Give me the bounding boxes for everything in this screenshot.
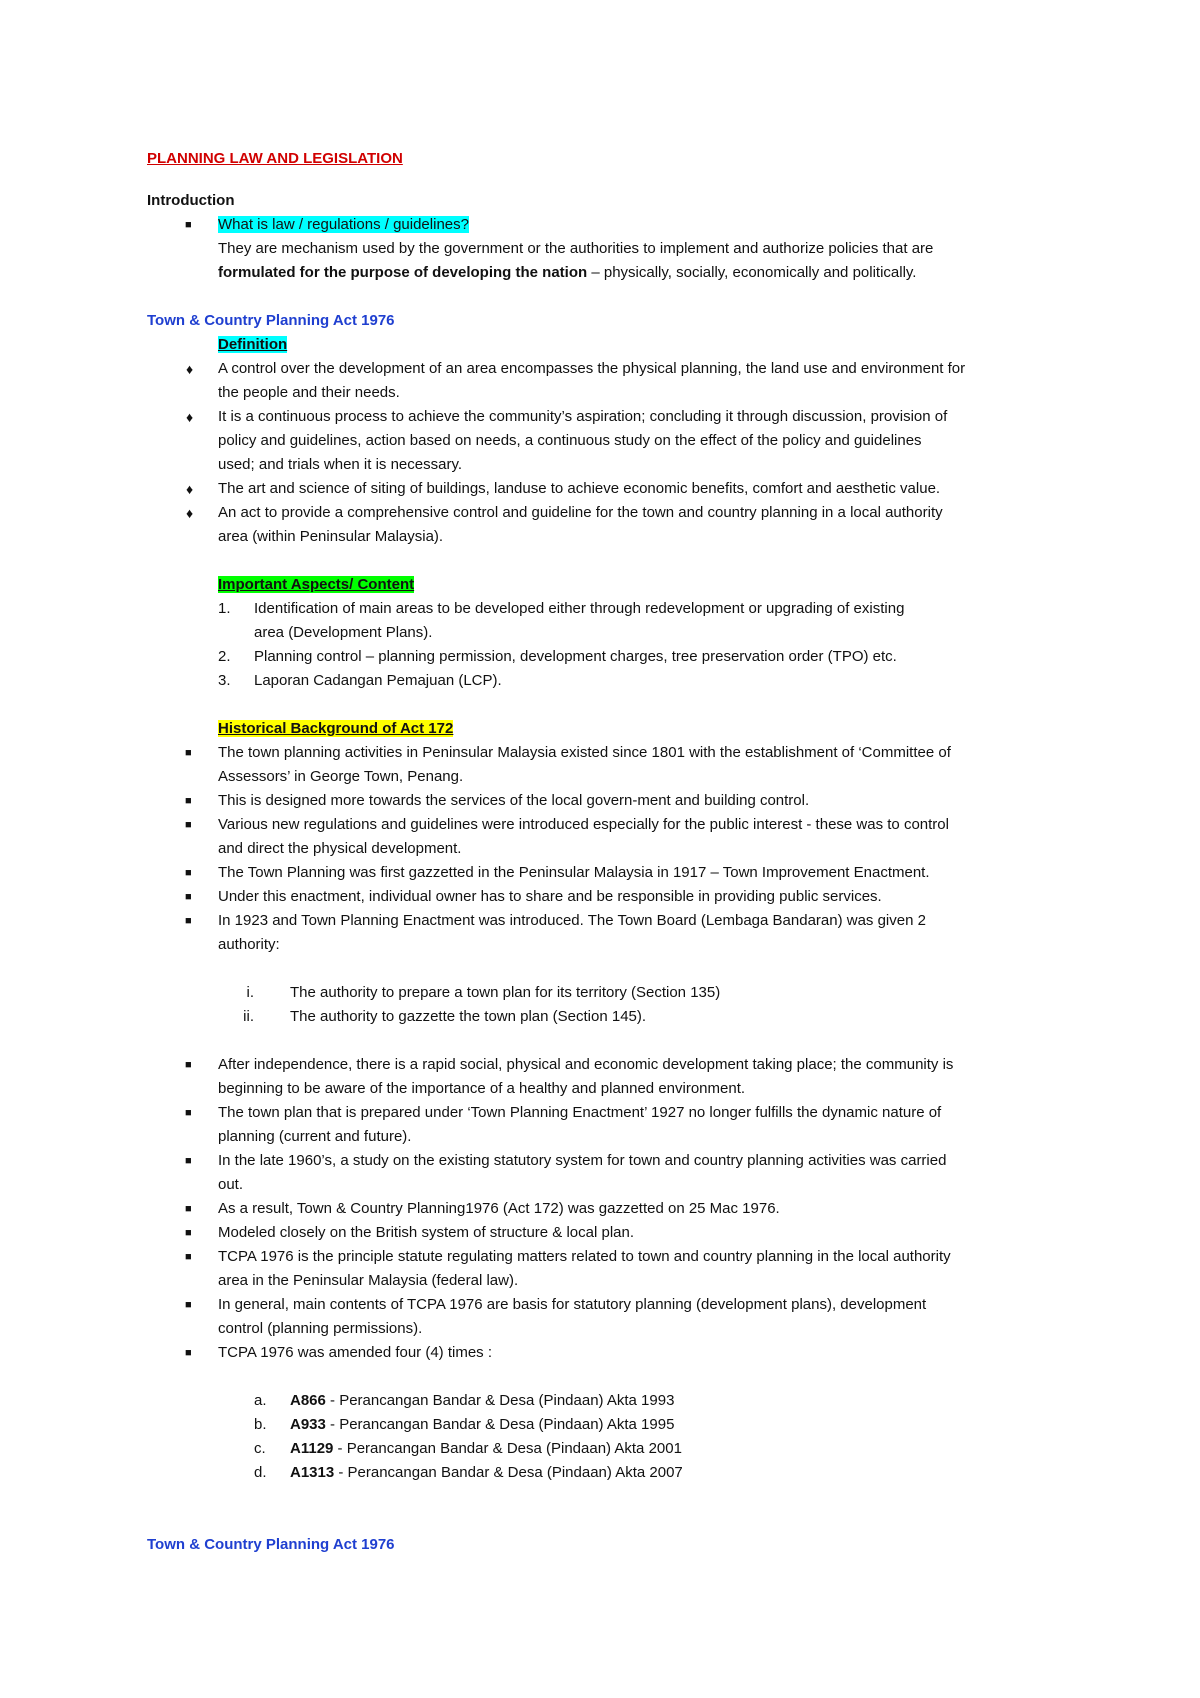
roman-number: i. bbox=[246, 984, 254, 1001]
history-item-line: In 1923 and Town Planning Enactment was introduced. The Town Board (Lembaga Bandaran) was given 2 bbox=[218, 912, 926, 929]
definition-item-line: An act to provide a comprehensive control and guideline for the town and country planning in a local authority bbox=[218, 504, 943, 521]
history-item-line: Modeled closely on the British system of structure & local plan. bbox=[218, 1224, 635, 1241]
history-item-line: This is designed more towards the services of the local govern-ment and building control. bbox=[218, 792, 810, 809]
bullet-square-icon: ■ bbox=[185, 867, 192, 879]
history-item-line: The Town Planning was first gazzetted in the Peninsular Malaysia in 1917 – Town Improvement Enactment. bbox=[218, 864, 930, 881]
history-item-line: Assessors’ in George Town, Penang. bbox=[218, 768, 464, 785]
bullet-square-icon: ■ bbox=[185, 819, 192, 831]
intro-question bbox=[218, 213, 469, 237]
history-item-line: Under this enactment, individual owner has to share and be responsible in providing public services. bbox=[218, 888, 882, 905]
amendment-text: - Perancangan Bandar & Desa (Pindaan) Akta 2007 bbox=[334, 1464, 683, 1481]
bullet-square-icon: ■ bbox=[185, 1203, 192, 1215]
bullet-square-icon: ■ bbox=[185, 1347, 192, 1359]
bullet-square-icon: ■ bbox=[185, 1227, 192, 1239]
definition-item-line: policy and guidelines, action based on needs, a continuous study on the effect of the policy and guidelines bbox=[218, 432, 922, 449]
amendment-letter: a. bbox=[254, 1392, 267, 1409]
aspect-number: 2. bbox=[218, 648, 231, 665]
aspects-heading-text: Important Aspects/ Content bbox=[218, 576, 415, 593]
bullet-square-icon: ■ bbox=[185, 1155, 192, 1167]
amendment-letter: b. bbox=[254, 1416, 267, 1433]
history-heading bbox=[218, 717, 453, 741]
bullet-diamond-icon: ♦ bbox=[186, 361, 194, 377]
bullet-square-icon: ■ bbox=[185, 1299, 192, 1311]
history-item-line: The town planning activities in Peninsular Malaysia existed since 1801 with the establishment of ‘Committee of bbox=[218, 744, 951, 761]
aspect-item-line: area (Development Plans). bbox=[254, 624, 433, 641]
definition-item-line: It is a continuous process to achieve the community’s aspiration; concluding it through discussion, provision of bbox=[218, 408, 948, 425]
bullet-diamond-icon: ♦ bbox=[186, 481, 194, 497]
history-item-line: As a result, Town & Country Planning1976 (Act 172) was gazzetted on 25 Mac 1976. bbox=[218, 1200, 780, 1217]
history-item-line: and direct the physical development. bbox=[218, 840, 462, 857]
definition-item-line: A control over the development of an area encompasses the physical planning, the land use and environment for bbox=[218, 360, 966, 377]
history-item-line: beginning to be aware of the importance of a healthy and planned environment. bbox=[218, 1080, 746, 1097]
aspect-item-line: Planning control – planning permission, development charges, tree preservation order (TPO) etc. bbox=[254, 648, 897, 665]
bullet-square-icon: ■ bbox=[185, 219, 192, 231]
definition-heading bbox=[218, 333, 287, 357]
amendment-text: - Perancangan Bandar & Desa (Pindaan) Akta 1995 bbox=[325, 1416, 675, 1433]
aspect-item-line: Identification of main areas to be developed either through redevelopment or upgrading of existing bbox=[254, 600, 905, 617]
aspect-item-line: Laporan Cadangan Pemajuan (LCP). bbox=[254, 672, 502, 689]
amendment-code: A1129 bbox=[290, 1440, 334, 1457]
bullet-square-icon: ■ bbox=[185, 795, 192, 807]
bullet-square-icon: ■ bbox=[185, 1059, 192, 1071]
amendment-item bbox=[290, 1437, 682, 1461]
definition-item-line: used; and trials when it is necessary. bbox=[218, 456, 463, 473]
tcpa-heading: Town & Country Planning Act 1976 bbox=[147, 312, 395, 329]
amendment-item bbox=[290, 1413, 674, 1437]
bullet-square-icon: ■ bbox=[185, 915, 192, 927]
history-item-line: area in the Peninsular Malaysia (federal law). bbox=[218, 1272, 519, 1289]
intro-answer-rest: – physically, socially, economically and politically. bbox=[587, 264, 917, 281]
amendment-code: A933 bbox=[290, 1416, 326, 1433]
roman-item-text: The authority to gazzette the town plan (Section 145). bbox=[290, 1008, 647, 1025]
intro-question-text: What is law / regulations / guidelines? bbox=[218, 216, 469, 233]
intro-answer-line: They are mechanism used by the government or the authorities to implement and authorize policies that are bbox=[218, 240, 934, 257]
intro-answer-bold: formulated for the purpose of developing the nation bbox=[218, 264, 588, 281]
history-item-line: TCPA 1976 was amended four (4) times : bbox=[218, 1344, 493, 1361]
bullet-square-icon: ■ bbox=[185, 891, 192, 903]
history-item-line: Various new regulations and guidelines were introduced especially for the public interest - these was to control bbox=[218, 816, 949, 833]
aspects-heading bbox=[218, 573, 414, 597]
amendment-code: A866 bbox=[290, 1392, 326, 1409]
amendment-item bbox=[290, 1389, 674, 1413]
roman-number: ii. bbox=[243, 1008, 254, 1025]
bullet-square-icon: ■ bbox=[185, 1107, 192, 1119]
bullet-square-icon: ■ bbox=[185, 1251, 192, 1263]
aspect-number: 3. bbox=[218, 672, 231, 689]
definition-item-line: The art and science of siting of buildings, landuse to achieve economic benefits, comfort and aesthetic value. bbox=[218, 480, 941, 497]
history-item-line: control (planning permissions). bbox=[218, 1320, 423, 1337]
amendment-item bbox=[290, 1461, 683, 1485]
definition-item-line: the people and their needs. bbox=[218, 384, 400, 401]
amendment-text: - Perancangan Bandar & Desa (Pindaan) Akta 2001 bbox=[333, 1440, 682, 1457]
history-item-line: In the late 1960’s, a study on the existing statutory system for town and country planning activities was carried bbox=[218, 1152, 947, 1169]
history-item-line: The town plan that is prepared under ‘Town Planning Enactment’ 1927 no longer fulfills the dynamic nature of bbox=[218, 1104, 942, 1121]
footer-heading: Town & Country Planning Act 1976 bbox=[147, 1536, 395, 1553]
roman-item-text: The authority to prepare a town plan for its territory (Section 135) bbox=[290, 984, 721, 1001]
amendment-letter: d. bbox=[254, 1464, 267, 1481]
document-title: PLANNING LAW AND LEGISLATION bbox=[147, 150, 403, 167]
history-item-line: out. bbox=[218, 1176, 244, 1193]
history-item-line: TCPA 1976 is the principle statute regulating matters related to town and country planning in the local authority bbox=[218, 1248, 951, 1265]
history-item-line: In general, main contents of TCPA 1976 are basis for statutory planning (development plans), development bbox=[218, 1296, 927, 1313]
bullet-square-icon: ■ bbox=[185, 747, 192, 759]
amendment-code: A1313 bbox=[290, 1464, 335, 1481]
history-heading-text: Historical Background of Act 172 bbox=[218, 720, 454, 737]
amendment-letter: c. bbox=[254, 1440, 266, 1457]
definition-heading-text: Definition bbox=[218, 336, 288, 353]
history-item-line: After independence, there is a rapid social, physical and economic development taking place; the community is bbox=[218, 1056, 954, 1073]
definition-item-line: area (within Peninsular Malaysia). bbox=[218, 528, 444, 545]
intro-answer-line bbox=[218, 261, 916, 285]
bullet-diamond-icon: ♦ bbox=[186, 505, 194, 521]
history-item-line: authority: bbox=[218, 936, 280, 953]
aspect-number: 1. bbox=[218, 600, 231, 617]
intro-heading: Introduction bbox=[147, 192, 235, 209]
bullet-diamond-icon: ♦ bbox=[186, 409, 194, 425]
amendment-text: - Perancangan Bandar & Desa (Pindaan) Akta 1993 bbox=[325, 1392, 675, 1409]
history-item-line: planning (current and future). bbox=[218, 1128, 412, 1145]
